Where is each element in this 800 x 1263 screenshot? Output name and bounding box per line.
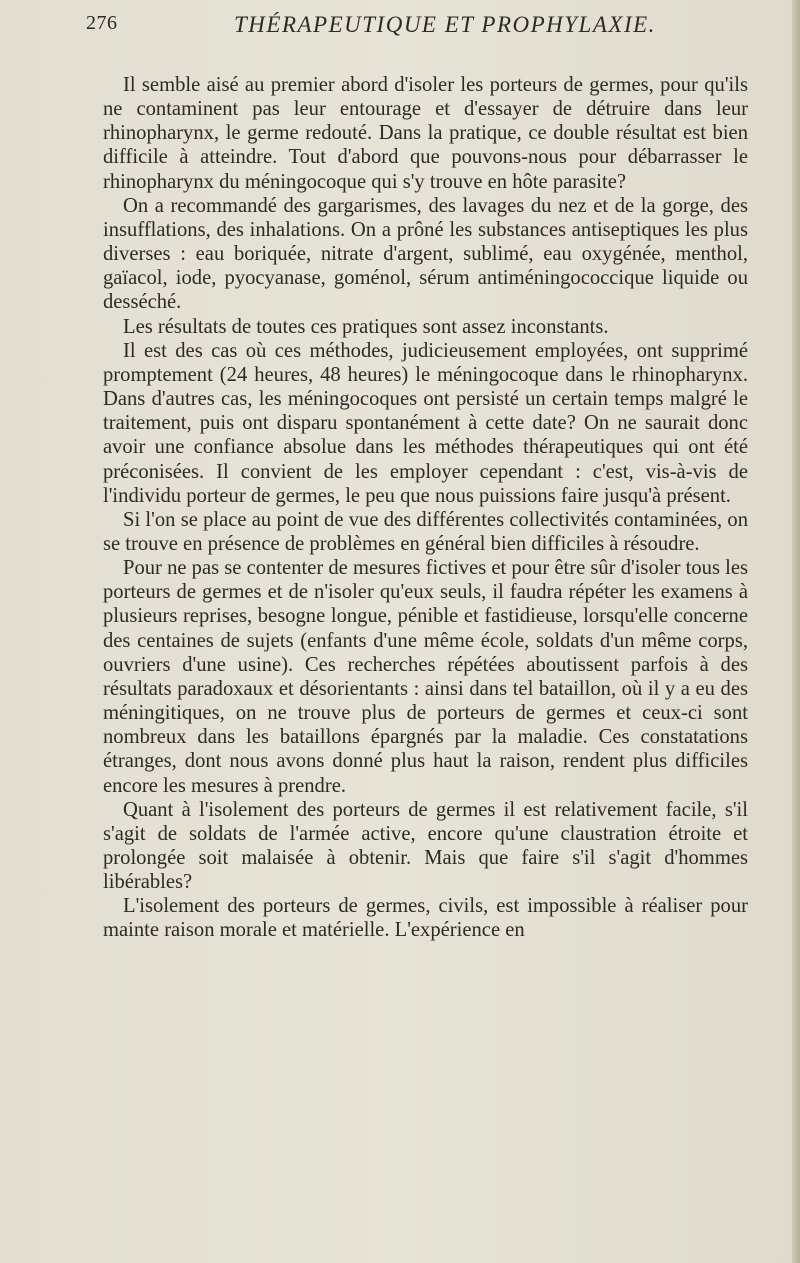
paragraph: Les résultats de toutes ces pratiques sont assez inconstants. <box>123 315 609 338</box>
page-edge <box>792 0 800 1263</box>
paragraph: Pour ne pas se contenter de mesures fictives et pour être sûr d'isoler tous les porteurs de germes et de n'isoler qu'eux seuls, il faudra répéter les examens à plusieurs reprises, besogne longue, pénible et fastidieuse, lorsqu'elle concerne des centaines de sujets (enfants d'une même école, soldats d'un même corps, ouvriers d'une usine). Ces recherches répétées aboutissent parfois à des résultats paradoxaux et désorientants : ainsi dans tel bataillon, où il y a eu des méningitiques, on ne trouve plus de porteurs de germes et ceux-ci sont nombreux dans les bataillons épargnés par la maladie. Ces constatations étranges, dont nous avons donné plus haut la raison, rendent plus difficiles encore les mesures à prendre. <box>103 557 748 797</box>
paragraph: Quant à l'isolement des porteurs de germes il est relativement facile, s'il s'agit de soldats de l'armée active, encore qu'une claustration étroite et prolongée soit malaisée à obtenir. Mais que faire s'il s'agit d'hommes libérables? <box>103 798 748 894</box>
page-number: 276 <box>86 12 118 34</box>
paragraph: Il est des cas où ces méthodes, judicieusement employées, ont supprimé promptement (24 heures, 48 heures) le méningocoque dans le rhinopharynx. Dans d'autres cas, les méningocoques ont persisté un certain temps malgré le traitement, puis ont disparu spontanément à cette date? On ne saurait donc avoir une confiance absolue dans les méthodes thérapeutiques qui ont été préconisées. Il convient de les employer cependant : c'est, vis-à-vis de l'individu porteur de germes, le peu que nous puissions faire jusqu'à présent. <box>103 339 748 507</box>
paragraph: L'isolement des porteurs de germes, civils, est impossible à réaliser pour mainte raison morale et matérielle. L'expérience en <box>103 895 748 942</box>
paragraph: Si l'on se place au point de vue des différentes collectivités contaminées, on se trouve en présence de problèmes en général bien difficiles à résoudre. <box>103 508 748 555</box>
paragraph: On a recommandé des gargarismes, des lavages du nez et de la gorge, des insufflations, des inhalations. On a prôné les substances antiseptiques les plus diverses : eau boriquée, nitrate d'argent, sublimé, eau oxygénée, menthol, gaïacol, iode, pyocyanase, goménol, sérum antiméningococcique liquide ou desséché. <box>103 194 748 314</box>
running-title: THÉRAPEUTIQUE ET PROPHYLAXIE. <box>234 12 656 37</box>
body-text <box>103 73 748 943</box>
paragraph: Il semble aisé au premier abord d'isoler les porteurs de germes, pour qu'ils ne contaminent pas leur entourage et d'essayer de détruire dans leur rhinopharynx, le germe redouté. Dans la pratique, ce double résultat est bien difficile à atteindre. Tout d'abord que pouvons-nous pour débarrasser le rhinopharynx du méningocoque qui s'y trouve en hôte parasite? <box>103 74 748 193</box>
page-header <box>86 12 746 48</box>
